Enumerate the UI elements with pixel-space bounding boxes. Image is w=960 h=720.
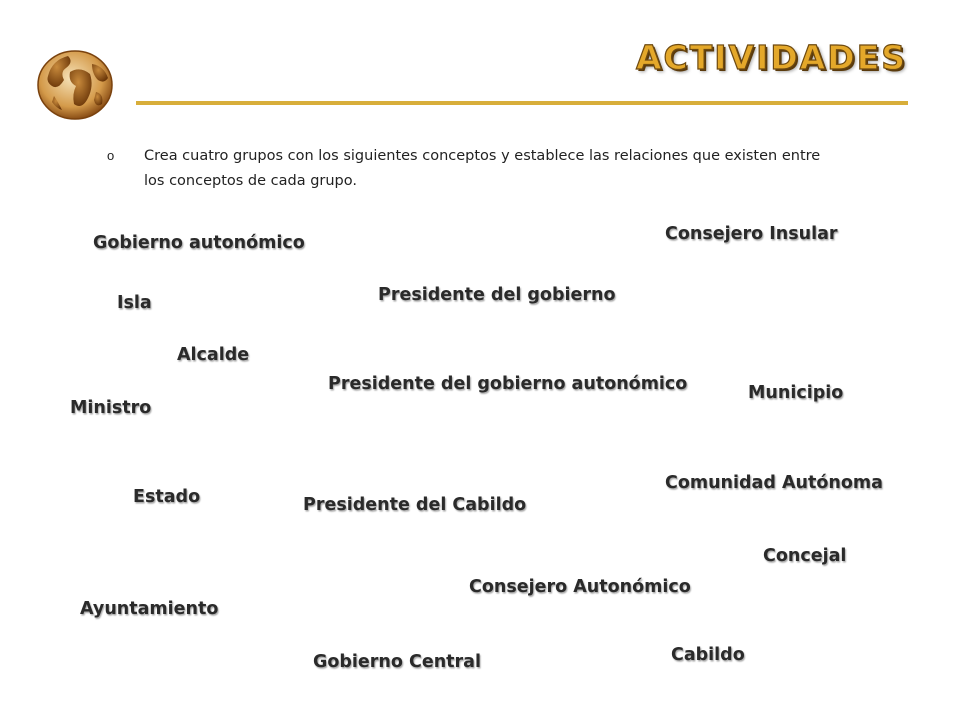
instruction-text: Crea cuatro grupos con los siguientes conceptos y establece las relaciones que existen entre los conceptos de cada grupo. (144, 148, 821, 189)
bullet-marker: o (107, 148, 115, 163)
concept-gobierno-central: Gobierno Central (313, 652, 481, 672)
concept-consejero-autonomico: Consejero Autonómico (469, 577, 691, 597)
concept-ministro: Ministro (70, 398, 152, 418)
concept-ayuntamiento: Ayuntamiento (80, 599, 219, 619)
concept-consejero-insular: Consejero Insular (665, 224, 838, 244)
concept-presidente-gobierno-autonomico: Presidente del gobierno autonómico (328, 374, 688, 394)
concept-presidente-del-gobierno: Presidente del gobierno (378, 285, 616, 305)
page-title: ACTIVIDADES (636, 38, 907, 77)
concept-municipio: Municipio (748, 383, 844, 403)
concept-comunidad-autonoma: Comunidad Autónoma (665, 473, 883, 493)
concept-isla: Isla (117, 293, 152, 313)
concept-gobierno-autonomico: Gobierno autonómico (93, 233, 305, 253)
title-underline (136, 101, 908, 105)
concept-alcalde: Alcalde (177, 345, 250, 365)
concept-estado: Estado (133, 487, 201, 507)
concept-cabildo: Cabildo (671, 645, 745, 665)
concept-concejal: Concejal (763, 546, 847, 566)
globe-icon (34, 46, 116, 122)
concept-presidente-del-cabildo: Presidente del Cabildo (303, 495, 527, 515)
